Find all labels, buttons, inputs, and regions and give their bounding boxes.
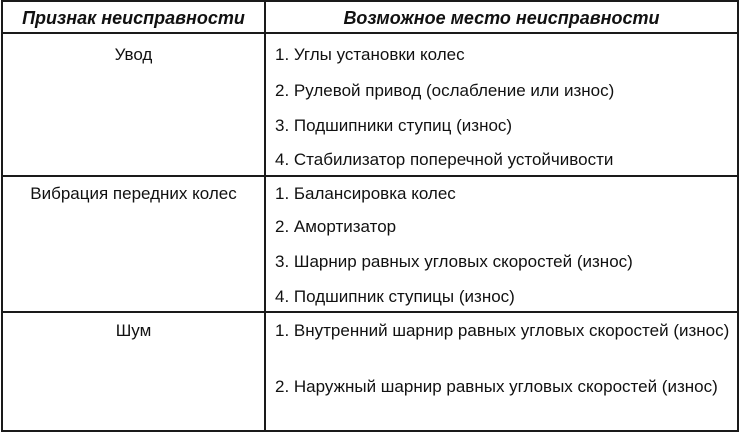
fault-table [1,0,739,432]
symptom-cell: Увод [114,45,153,64]
cause-item: 2. Наружный шарнир равных угловых скоростей (износ) [275,377,718,396]
header-cause: Возможное место неисправности [343,8,660,28]
symptom-cell: Шум [115,321,152,340]
cause-item: 3. Подшипники ступиц (износ) [275,116,513,135]
cause-item: 1. Внутренний шарнир равных угловых скоростей (износ) [275,321,730,340]
cause-item: 4. Подшипник ступицы (износ) [275,287,515,306]
header-divider [3,32,737,34]
row-divider-1 [3,175,737,177]
cause-item: 1. Балансировка колес [275,184,456,203]
header-symptom: Признак неисправности [22,8,245,28]
cause-item: 3. Шарнир равных угловых скоростей (износ) [275,252,633,271]
cause-item: 4. Стабилизатор поперечной устойчивости [275,150,614,169]
row-divider-2 [3,311,737,313]
column-divider [264,2,266,430]
cause-item: 2. Рулевой привод (ослабление или износ) [275,81,615,100]
cause-item: 1. Углы установки колес [275,45,465,64]
symptom-cell: Вибрация передних колес [30,184,237,203]
cause-item: 2. Амортизатор [275,217,397,236]
